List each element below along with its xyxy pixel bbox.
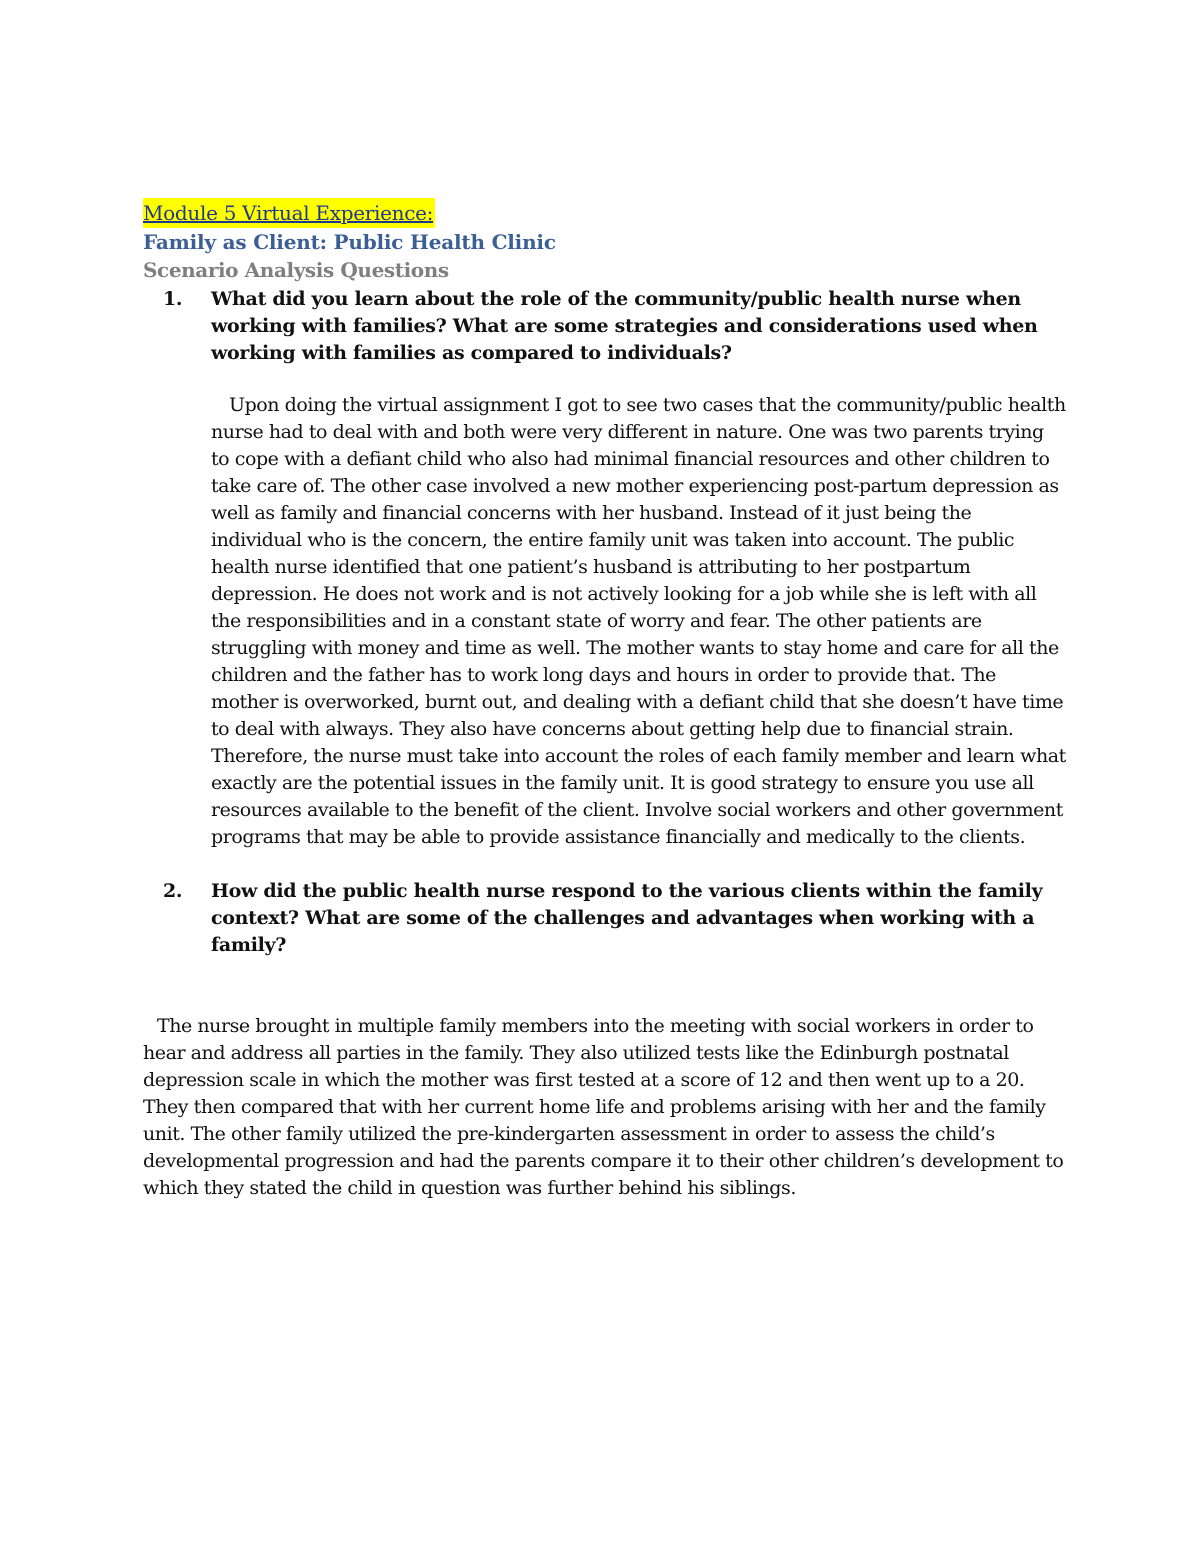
question-2-number: 2. [163, 880, 183, 902]
document-page [143, 198, 1066, 1202]
question-1-text: What did you learn about the role of the community/public health nurse when working with families? What are some strategies and considerations used when working with families as compared to individuals? [211, 288, 1038, 364]
section-label: Scenario Analysis Questions [143, 258, 449, 282]
answer-2: The nurse brought in multiple family members into the meeting with social workers in order to hear and address all parties in the family. They also utilized tests like the Edinburgh postnatal depression scale in which the mother was first tested at a score of 12 and then went up to a 20. They then compared that with her current home life and problems arising with her and the family unit. The other family utilized the pre-kindergarten assessment in order to assess the child’s developmental progression and had the parents compare it to their other children’s development to which they stated the child in question was further behind his siblings. [143, 1015, 1064, 1199]
answer-1: Upon doing the virtual assignment I got to see two cases that the community/public health nurse had to deal with and both were very different in nature. One was two parents trying to cope with a defiant child who also had minimal financial resources and other children to take care of. The other case involved a new mother experiencing post-partum depression as well as family and financial concerns with her husband. Instead of it just being the individual who is the concern, the entire family unit was taken into account. The public health nurse identified that one patient’s husband is attributing to her postpartum depression. He does not work and is not actively looking for a job while she is left with all the responsibilities and in a constant state of worry and fear. The other patients are struggling with money and time as well. The mother wants to stay home and care for all the children and the father has to work long days and hours in order to provide that. The mother is overworked, burnt out, and dealing with a defiant child that she doesn’t have time to deal with always. They also have concerns about getting help due to financial strain. Therefore, the nurse must take into account the roles of each family member and learn what exactly are the potential issues in the family unit. It is good strategy to ensure you use all resources available to the benefit of the client. Involve social workers and other government programs that may be able to provide assistance financially and medically to the clients. [211, 394, 1066, 848]
question-1 [143, 286, 1063, 367]
module-title-row [143, 198, 1063, 228]
question-1-number: 1. [163, 288, 183, 310]
question-2-text: How did the public health nurse respond to the various clients within the family context? What are some of the challenges and advantages when working with a family? [211, 880, 1043, 956]
module-title: Module 5 Virtual Experience: [143, 198, 435, 228]
document-subtitle: Family as Client: Public Health Clinic [143, 230, 556, 254]
question-2 [143, 878, 1063, 959]
